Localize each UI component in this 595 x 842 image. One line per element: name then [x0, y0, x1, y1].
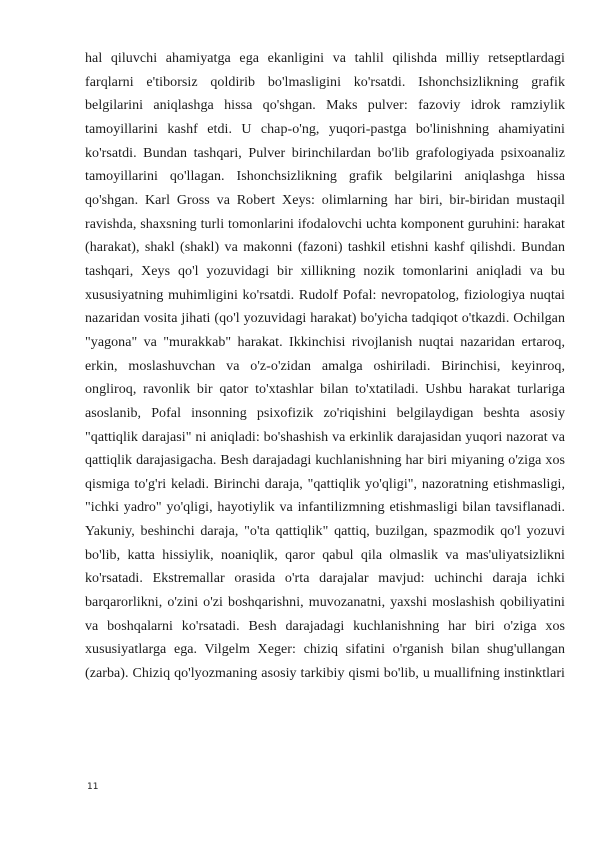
body-paragraph: hal qiluvchi ahamiyatga ega ekanligini va tahlil qilishda milliy retseptlardagi farqlarni e'tiborsiz qoldirib bo'lmasligini ko'rsatdi. Ishonchsizlikning grafik belgilarini aniqlashga hissa qo'shgan. Maks pulver: fazoviy idrok ramziylik tamoyillarini kashf etdi. U chap-o'ng, yuqori-pastga bo'linishning ahamiyatini ko'rsatdi. Bundan tashqari, Pulver birinchilardan bo'lib grafologiyada psixoanaliz tamoyillarini qo'llagan. Ishonchsizlikning grafik belgilarini aniqlashga hissa qo'shgan. Karl Gross va Robert Xeys: olimlarning har biri, bir-biridan mustaqil ravishda, shaxsning turli tomonlarini ifodalovchi uchta komponent guruhini: harakat (harakat), shakl (shakl) va makonni (fazoni) tashkil etishni kashf qilishdi. Bundan tashqari, Xeys qo'l yozuvidagi bir xillikning nozik tomonlarini aniqladi va bu xususiyatning muhimligini ko'rsatdi. Rudolf Pofal: nevropatolog, fiziologiya nuqtai nazaridan vosita jihati (qo'l yozuvidagi harakat) bo'yicha tadqiqot o'tkazdi. Ochilgan "yagona" va "murakkab" harakat. Ikkinchisi rivojlanish nuqtai nazaridan ertaroq, erkin, moslashuvchan va o'z-o'zidan amalga oshiriladi. Birinchisi, keyinroq, ongliroq, ravonlik bir qator to'xtashlar bilan to'xtatiladi. Ushbu harakat turlariga asoslanib, Pofal insonning psixofizik zo'riqishini belgilaydigan beshta asosiy "qattiqlik darajasi" ni aniqladi: bo'shashish va erkinlik darajasidan yuqori nazorat va qattiqlik darajasigacha. Besh darajadagi kuchlanishning har biri miyaning o'ziga xos qismiga to'g'ri keladi. Birinchi daraja, "qattiqlik yo'qligi", nazoratning etishmasligi, "ichki yadro" yo'qligi, hayotiylik va infantilizmning etishmasligi bilan tavsiflanadi. Yakuniy, beshinchi daraja, "o'ta qattiqlik" qattiq, buzilgan, spazmodik qo'l yozuvi bo'lib, katta hissiylik, noaniqlik, qaror qabul qila olmaslik va mas'uliyatsizlikni ko'rsatadi. Ekstremallar orasida o'rta darajalar mavjud: uchinchi daraja ichki barqarorlikni, o'zini o'zi boshqarishni, muvozanatni, yaxshi moslashish qobiliyatini va boshqalarni ko'rsatadi. Besh darajadagi kuchlanishning har biri o'ziga xos xususiyatlarga ega. Vilgelm Xeger: chiziq sifatini o'rganish bilan shug'ullangan (zarba). Chiziq qo'lyozmaning asosiy tarkibiy qismi bo'lib, u muallifning instinktlari [85, 51, 565, 682]
page-number: 11 [87, 782, 99, 792]
